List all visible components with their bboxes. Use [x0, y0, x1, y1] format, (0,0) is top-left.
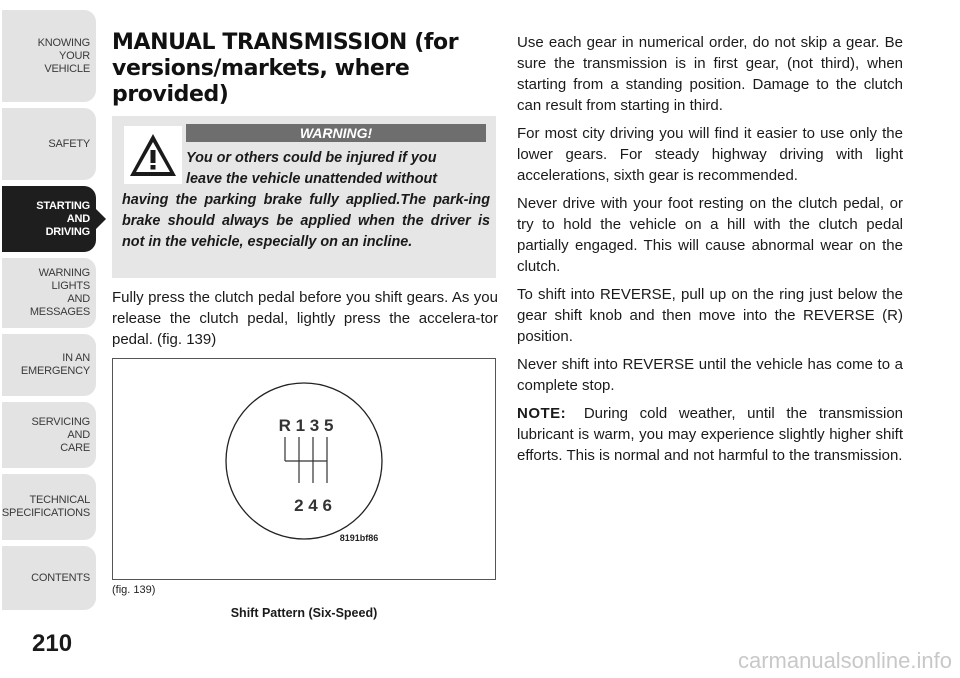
clutch-paragraph: Fully press the clutch pedal before you shift gears. As you release the clutch pedal, lightly press the accelera-tor pedal. (fig. 139)	[112, 289, 498, 348]
figure-shift-pattern	[112, 358, 496, 580]
tab-label: KNOWING	[37, 36, 90, 49]
figure-label: (fig. 139)	[112, 584, 156, 596]
figure-caption: Shift Pattern (Six-Speed)	[230, 606, 378, 620]
tab-label: YOUR	[59, 49, 90, 62]
tab-label: AND	[67, 428, 90, 441]
tab-label: CONTENTS	[31, 571, 90, 584]
gear-labels-bottom: 2 4 6	[294, 496, 332, 515]
warning-line-1: You or others could be injured if you	[186, 150, 437, 166]
tab-warning-lights-and-messages[interactable]	[2, 258, 96, 328]
gear-labels-top: R 1 3 5	[278, 416, 334, 435]
warning-text	[122, 148, 490, 253]
tab-starting-and-driving[interactable]	[2, 186, 96, 252]
paragraph-gear-order: Use each gear in numerical order, do not skip a gear. Be sure the transmission is in first gear, (not third), when starting from a standing position. Damage to the clutch can result from starting in third.	[517, 34, 903, 114]
warning-line-2: leave the vehicle unattended without	[186, 171, 438, 187]
warning-rest: having the parking brake fully applied.The park-ing brake should always be applied when the driver is not in the vehicle, especially on an incline.	[122, 192, 490, 250]
tab-label: SERVICING	[31, 415, 90, 428]
tab-label: SAFETY	[48, 137, 90, 150]
note-paragraph	[517, 403, 903, 466]
tab-label: TECHNICAL	[29, 494, 90, 506]
tab-label: VEHICLE	[44, 62, 90, 75]
tab-label: WARNING	[38, 267, 90, 279]
right-column	[517, 32, 903, 473]
tab-contents[interactable]	[2, 546, 96, 610]
tab-label: CARE	[60, 441, 90, 454]
tab-servicing-and-care[interactable]	[2, 402, 96, 468]
tab-label: LIGHTS	[51, 280, 90, 292]
tab-label: MESSAGES	[29, 306, 90, 318]
shift-pattern-diagram	[113, 359, 495, 579]
tab-label: IN AN	[62, 352, 90, 364]
tab-safety[interactable]	[2, 108, 96, 180]
note-label: NOTE:	[517, 405, 567, 422]
tab-label: AND	[67, 293, 90, 305]
tab-label: AND	[66, 212, 90, 225]
paragraph-reverse-shift: To shift into REVERSE, pull up on the ring just below the gear shift knob and then move into the REVERSE (R) position.	[517, 286, 903, 345]
figure-code: 8191bf86	[339, 533, 379, 543]
note-text: During cold weather, until the transmission lubricant is warm, you may experience slightly higher shift efforts. This is normal and not harmful to the transmission.	[517, 405, 904, 464]
tab-technical-specifications[interactable]	[2, 474, 96, 540]
watermark: carmanualsonline.info	[737, 648, 952, 673]
tab-knowing-your-vehicle[interactable]	[2, 10, 96, 102]
tab-label: SPECIFICATIONS	[1, 507, 90, 519]
tab-label: DRIVING	[45, 225, 90, 238]
warning-header: WARNING!	[186, 124, 486, 142]
page-number: 210	[32, 630, 73, 657]
paragraph-reverse-stop: Never shift into REVERSE until the vehicle has come to a complete stop.	[517, 356, 903, 394]
tab-label: STARTING	[36, 199, 90, 212]
chapter-tabs	[0, 0, 98, 678]
section-title: MANUAL TRANSMISSION (for versions/markets, where provided)	[112, 30, 459, 107]
tab-in-an-emergency[interactable]	[2, 334, 96, 396]
tab-label: EMERGENCY	[20, 365, 90, 377]
paragraph-city-driving: For most city driving you will find it easier to use only the lower gears. For steady highway driving with light accelerations, sixth gear is recommended.	[517, 125, 903, 184]
paragraph-clutch-pedal: Never drive with your foot resting on the clutch pedal, or try to hold the vehicle on a hill with the clutch pedal partially engaged. This will cause abnormal wear on the clutch.	[517, 195, 903, 275]
